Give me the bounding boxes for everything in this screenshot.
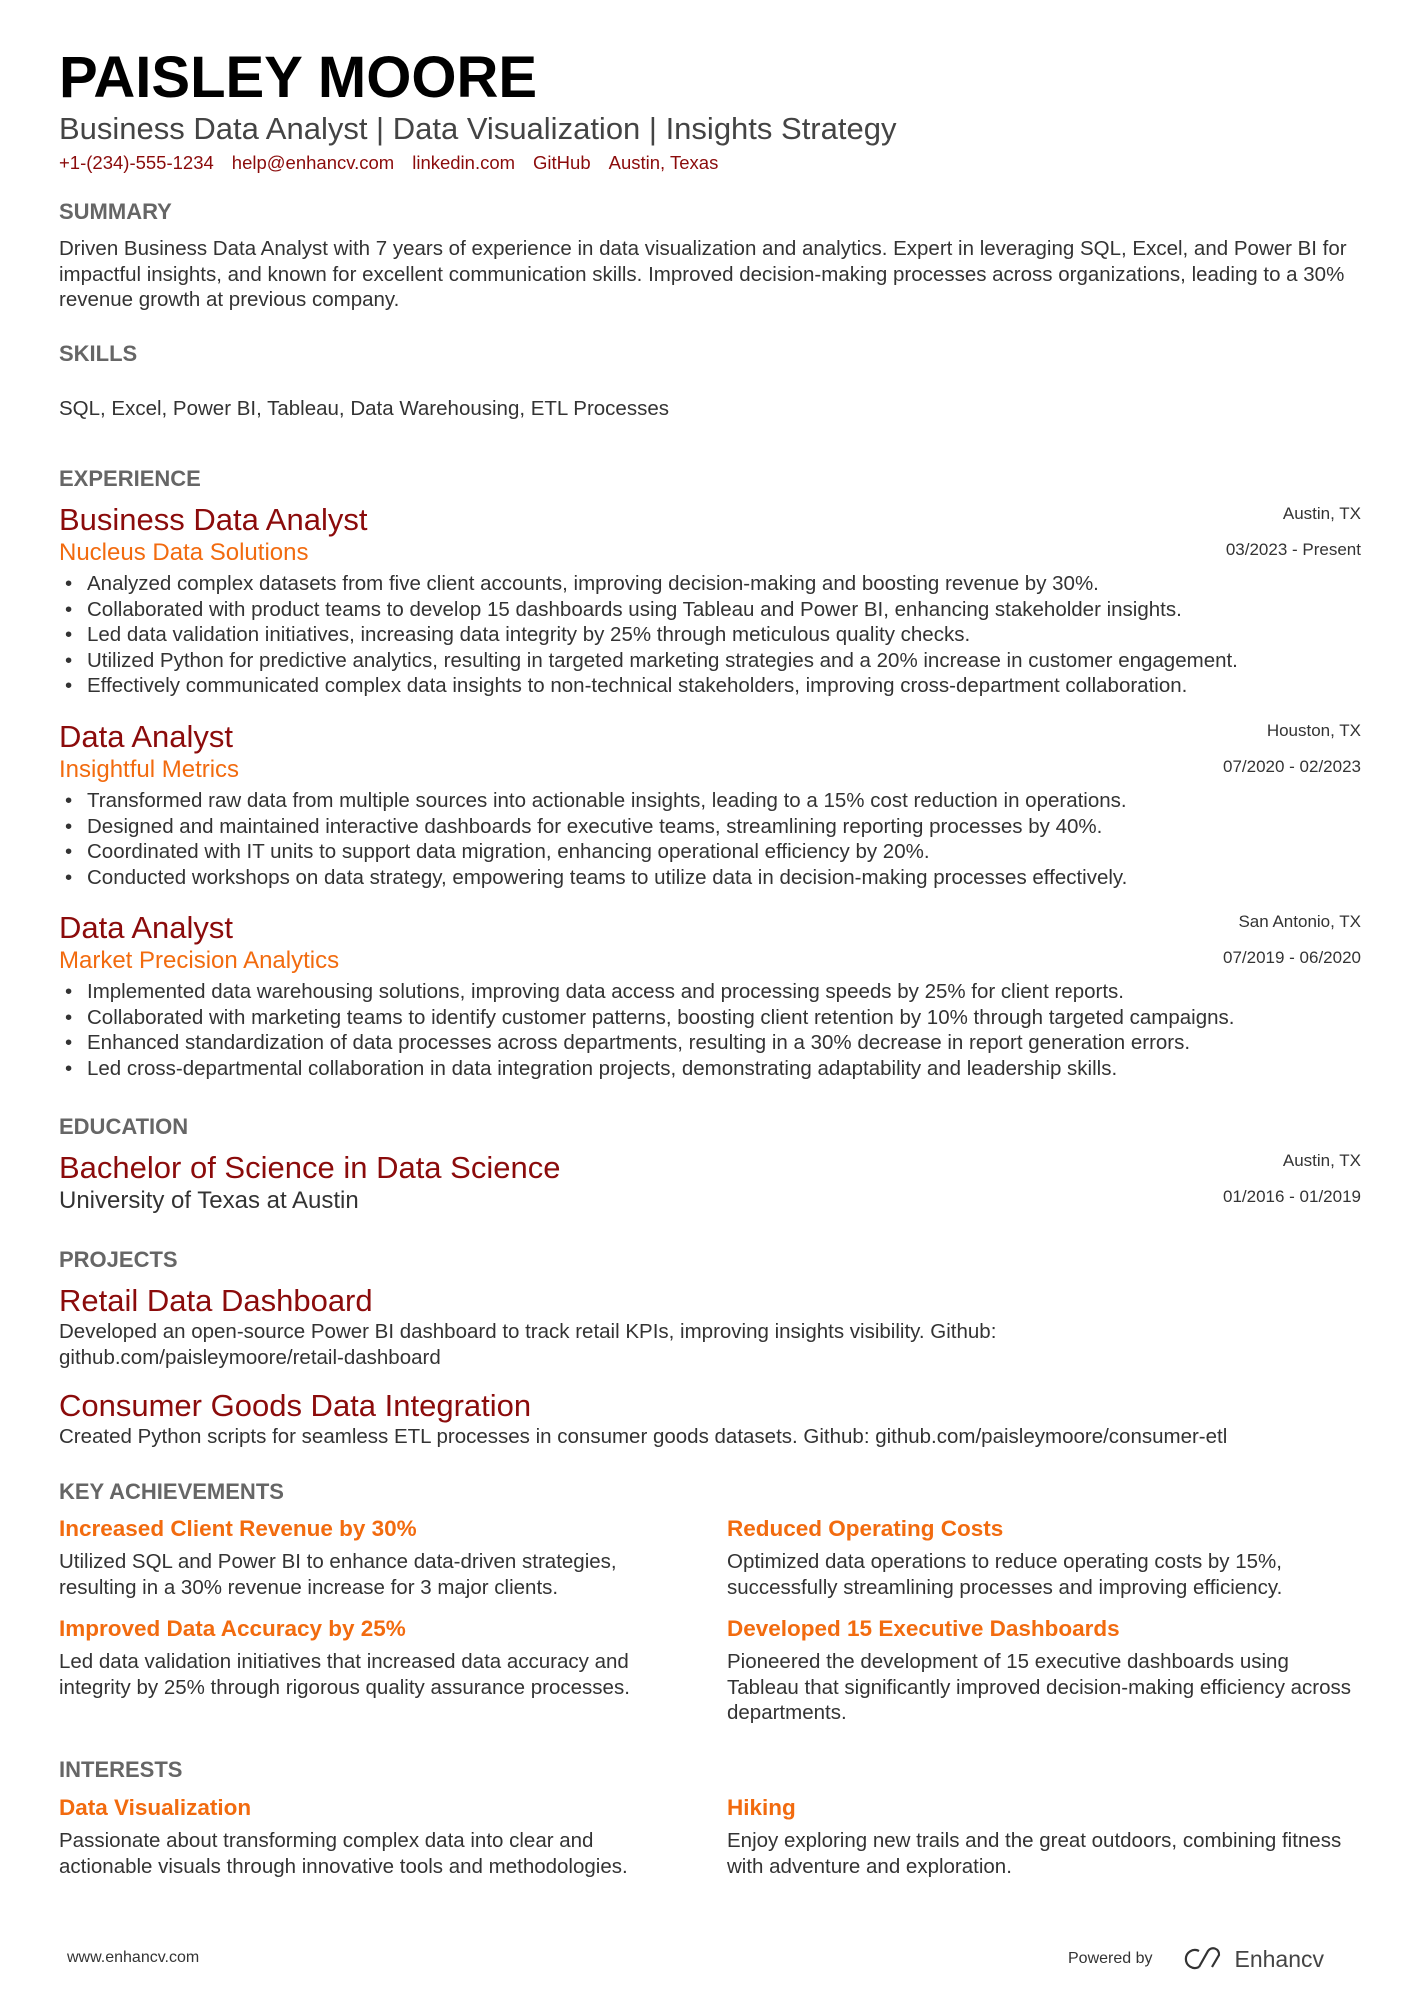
- company-name: Market Precision Analytics: [59, 947, 340, 974]
- section-heading-projects: PROJECTS: [59, 1247, 178, 1272]
- achievement-title: Improved Data Accuracy by 25%: [59, 1616, 406, 1641]
- achievement-description: Utilized SQL and Power BI to enhance data-driven strategies, resulting in a 30% revenue increase for 3 major clients.: [59, 1550, 617, 1599]
- interest-title: Hiking: [727, 1795, 796, 1820]
- achievement-item: [59, 1515, 689, 1600]
- summary-text: Driven Business Data Analyst with 7 years of experience in data visualization and analytics. Expert in leveraging SQL, Excel, and Power BI for impactful insights, and known for excellent communication skills. Improved decision-making processes across organizations, leading to a 30% revenue growth at previous company.: [59, 237, 1347, 312]
- bullet: • Coordinated with IT units to support data migration, enhancing operational efficiency by 20%.: [59, 839, 1361, 865]
- section-heading-interests: INTERESTS: [59, 1757, 183, 1782]
- interest-item: [59, 1794, 689, 1879]
- project-description: Created Python scripts for seamless ETL processes in consumer goods datasets. Github: github.com/paisleymoore/consumer-etl: [59, 1425, 1228, 1448]
- section-heading-achievements: KEY ACHIEVEMENTS: [59, 1479, 284, 1504]
- achievement-description: Optimized data operations to reduce operating costs by 15%, successfully streamlining processes and improving efficiency.: [727, 1550, 1283, 1599]
- job-location: San Antonio, TX: [1238, 912, 1361, 931]
- bullet: • Analyzed complex datasets from five client accounts, improving decision-making and boosting revenue by 30%.: [59, 571, 1361, 597]
- company-name: Nucleus Data Solutions: [59, 539, 309, 566]
- powered-by-label: Powered by: [1068, 1950, 1153, 1967]
- job-location: Houston, TX: [1266, 721, 1361, 740]
- footer-website[interactable]: www.enhancv.com: [67, 1949, 200, 1966]
- job-bullets: [59, 788, 1361, 890]
- job-bullets: [59, 979, 1361, 1081]
- achievement-item: [727, 1515, 1357, 1600]
- section-heading-summary: SUMMARY: [59, 199, 172, 224]
- phone-link[interactable]: +1-(234)-555-1234: [59, 152, 214, 173]
- bullet: • Led data validation initiatives, increasing data integrity by 25% through meticulous quality checks.: [59, 622, 1361, 648]
- achievement-description: Led data validation initiatives that increased data accuracy and integrity by 25% through rigorous quality assurance processes.: [59, 1650, 630, 1699]
- bullet: • Led cross-departmental collaboration in data integration projects, demonstrating adaptability and leadership skills.: [59, 1056, 1361, 1082]
- job-title: Business Data Analyst: [59, 502, 368, 537]
- achievement-title: Increased Client Revenue by 30%: [59, 1516, 417, 1541]
- bullet: • Collaborated with marketing teams to identify customer patterns, boosting client retention by 10% through targeted campaigns.: [59, 1005, 1361, 1031]
- project-entry: [59, 1388, 1361, 1450]
- interest-description: Passionate about transforming complex data into clear and actionable visuals through innovative tools and methodologies.: [59, 1829, 628, 1878]
- achievement-item: [59, 1615, 689, 1700]
- job-entry: [59, 719, 1361, 890]
- job-dates: 07/2020 - 02/2023: [1222, 757, 1361, 776]
- achievement-title: Reduced Operating Costs: [727, 1516, 1004, 1541]
- education-location: Austin, TX: [1282, 1151, 1361, 1170]
- skills-text: SQL, Excel, Power BI, Tableau, Data Warehousing, ETL Processes: [59, 397, 669, 420]
- interest-title: Data Visualization: [59, 1795, 252, 1820]
- project-title: Retail Data Dashboard: [59, 1283, 373, 1318]
- achievement-item: [727, 1615, 1357, 1726]
- footer-powered-by: [1068, 1946, 1324, 1972]
- interest-item: [727, 1794, 1357, 1879]
- contact-bar: [59, 151, 1361, 175]
- job-title: Data Analyst: [59, 719, 234, 754]
- job-bullets: [59, 571, 1361, 699]
- job-location: Austin, TX: [1282, 504, 1361, 523]
- bullet: • Implemented data warehousing solutions, improving data access and processing speeds by 25% for client reports.: [59, 979, 1361, 1005]
- job-dates: 07/2019 - 06/2020: [1222, 948, 1361, 967]
- section-heading-experience: EXPERIENCE: [59, 466, 201, 491]
- github-link[interactable]: GitHub: [533, 152, 591, 173]
- company-name: Insightful Metrics: [59, 756, 240, 783]
- section-heading-education: EDUCATION: [59, 1114, 189, 1139]
- job-dates: 03/2023 - Present: [1225, 540, 1361, 559]
- headline: Business Data Analyst | Data Visualization | Insights Strategy: [59, 111, 897, 146]
- project-title: Consumer Goods Data Integration: [59, 1388, 532, 1423]
- project-entry: [59, 1283, 1130, 1370]
- project-description: Developed an open-source Power BI dashboard to track retail KPIs, improving insights visibility. Github: github.com/paisleymoore/retail-dashboard: [59, 1320, 997, 1369]
- bullet: • Utilized Python for predictive analytics, resulting in targeted marketing strategies and a 20% increase in customer engagement.: [59, 648, 1361, 674]
- job-title: Data Analyst: [59, 910, 234, 945]
- education-entry: [59, 1150, 1361, 1216]
- email-link[interactable]: help@enhancv.com: [231, 152, 395, 173]
- bullet: • Transformed raw data from multiple sources into actionable insights, leading to a 15% cost reduction in operations.: [59, 788, 1361, 814]
- achievement-description: Pioneered the development of 15 executive dashboards using Tableau that significantly improved decision-making efficiency across departments.: [727, 1650, 1352, 1725]
- linkedin-link[interactable]: linkedin.com: [412, 152, 516, 173]
- bullet: • Enhanced standardization of data processes across departments, resulting in a 30% decrease in report generation errors.: [59, 1030, 1361, 1056]
- job-entry: [59, 502, 1361, 699]
- interest-description: Enjoy exploring new trails and the great outdoors, combining fitness with adventure and exploration.: [727, 1829, 1342, 1878]
- bullet: • Designed and maintained interactive dashboards for executive teams, streamlining reporting processes by 40%.: [59, 814, 1361, 840]
- school-name: University of Texas at Austin: [59, 1187, 359, 1214]
- degree: Bachelor of Science in Data Science: [59, 1150, 561, 1185]
- bullet: • Effectively communicated complex data insights to non-technical stakeholders, improving cross-department collaboration.: [59, 673, 1361, 699]
- location: Austin, Texas: [608, 152, 719, 173]
- section-heading-skills: SKILLS: [59, 341, 138, 366]
- candidate-name: PAISLEY MOORE: [59, 45, 538, 110]
- achievement-title: Developed 15 Executive Dashboards: [727, 1616, 1120, 1641]
- bullet: • Collaborated with product teams to develop 15 dashboards using Tableau and Power BI, enhancing stakeholder insights.: [59, 597, 1361, 623]
- education-dates: 01/2016 - 01/2019: [1222, 1187, 1361, 1206]
- bullet: • Conducted workshops on data strategy, empowering teams to utilize data in decision-making processes effectively.: [59, 865, 1361, 891]
- job-entry: [59, 910, 1361, 1081]
- enhancv-brand: Enhancv: [1234, 1946, 1325, 1972]
- enhancv-logo-icon: [1179, 1946, 1225, 1972]
